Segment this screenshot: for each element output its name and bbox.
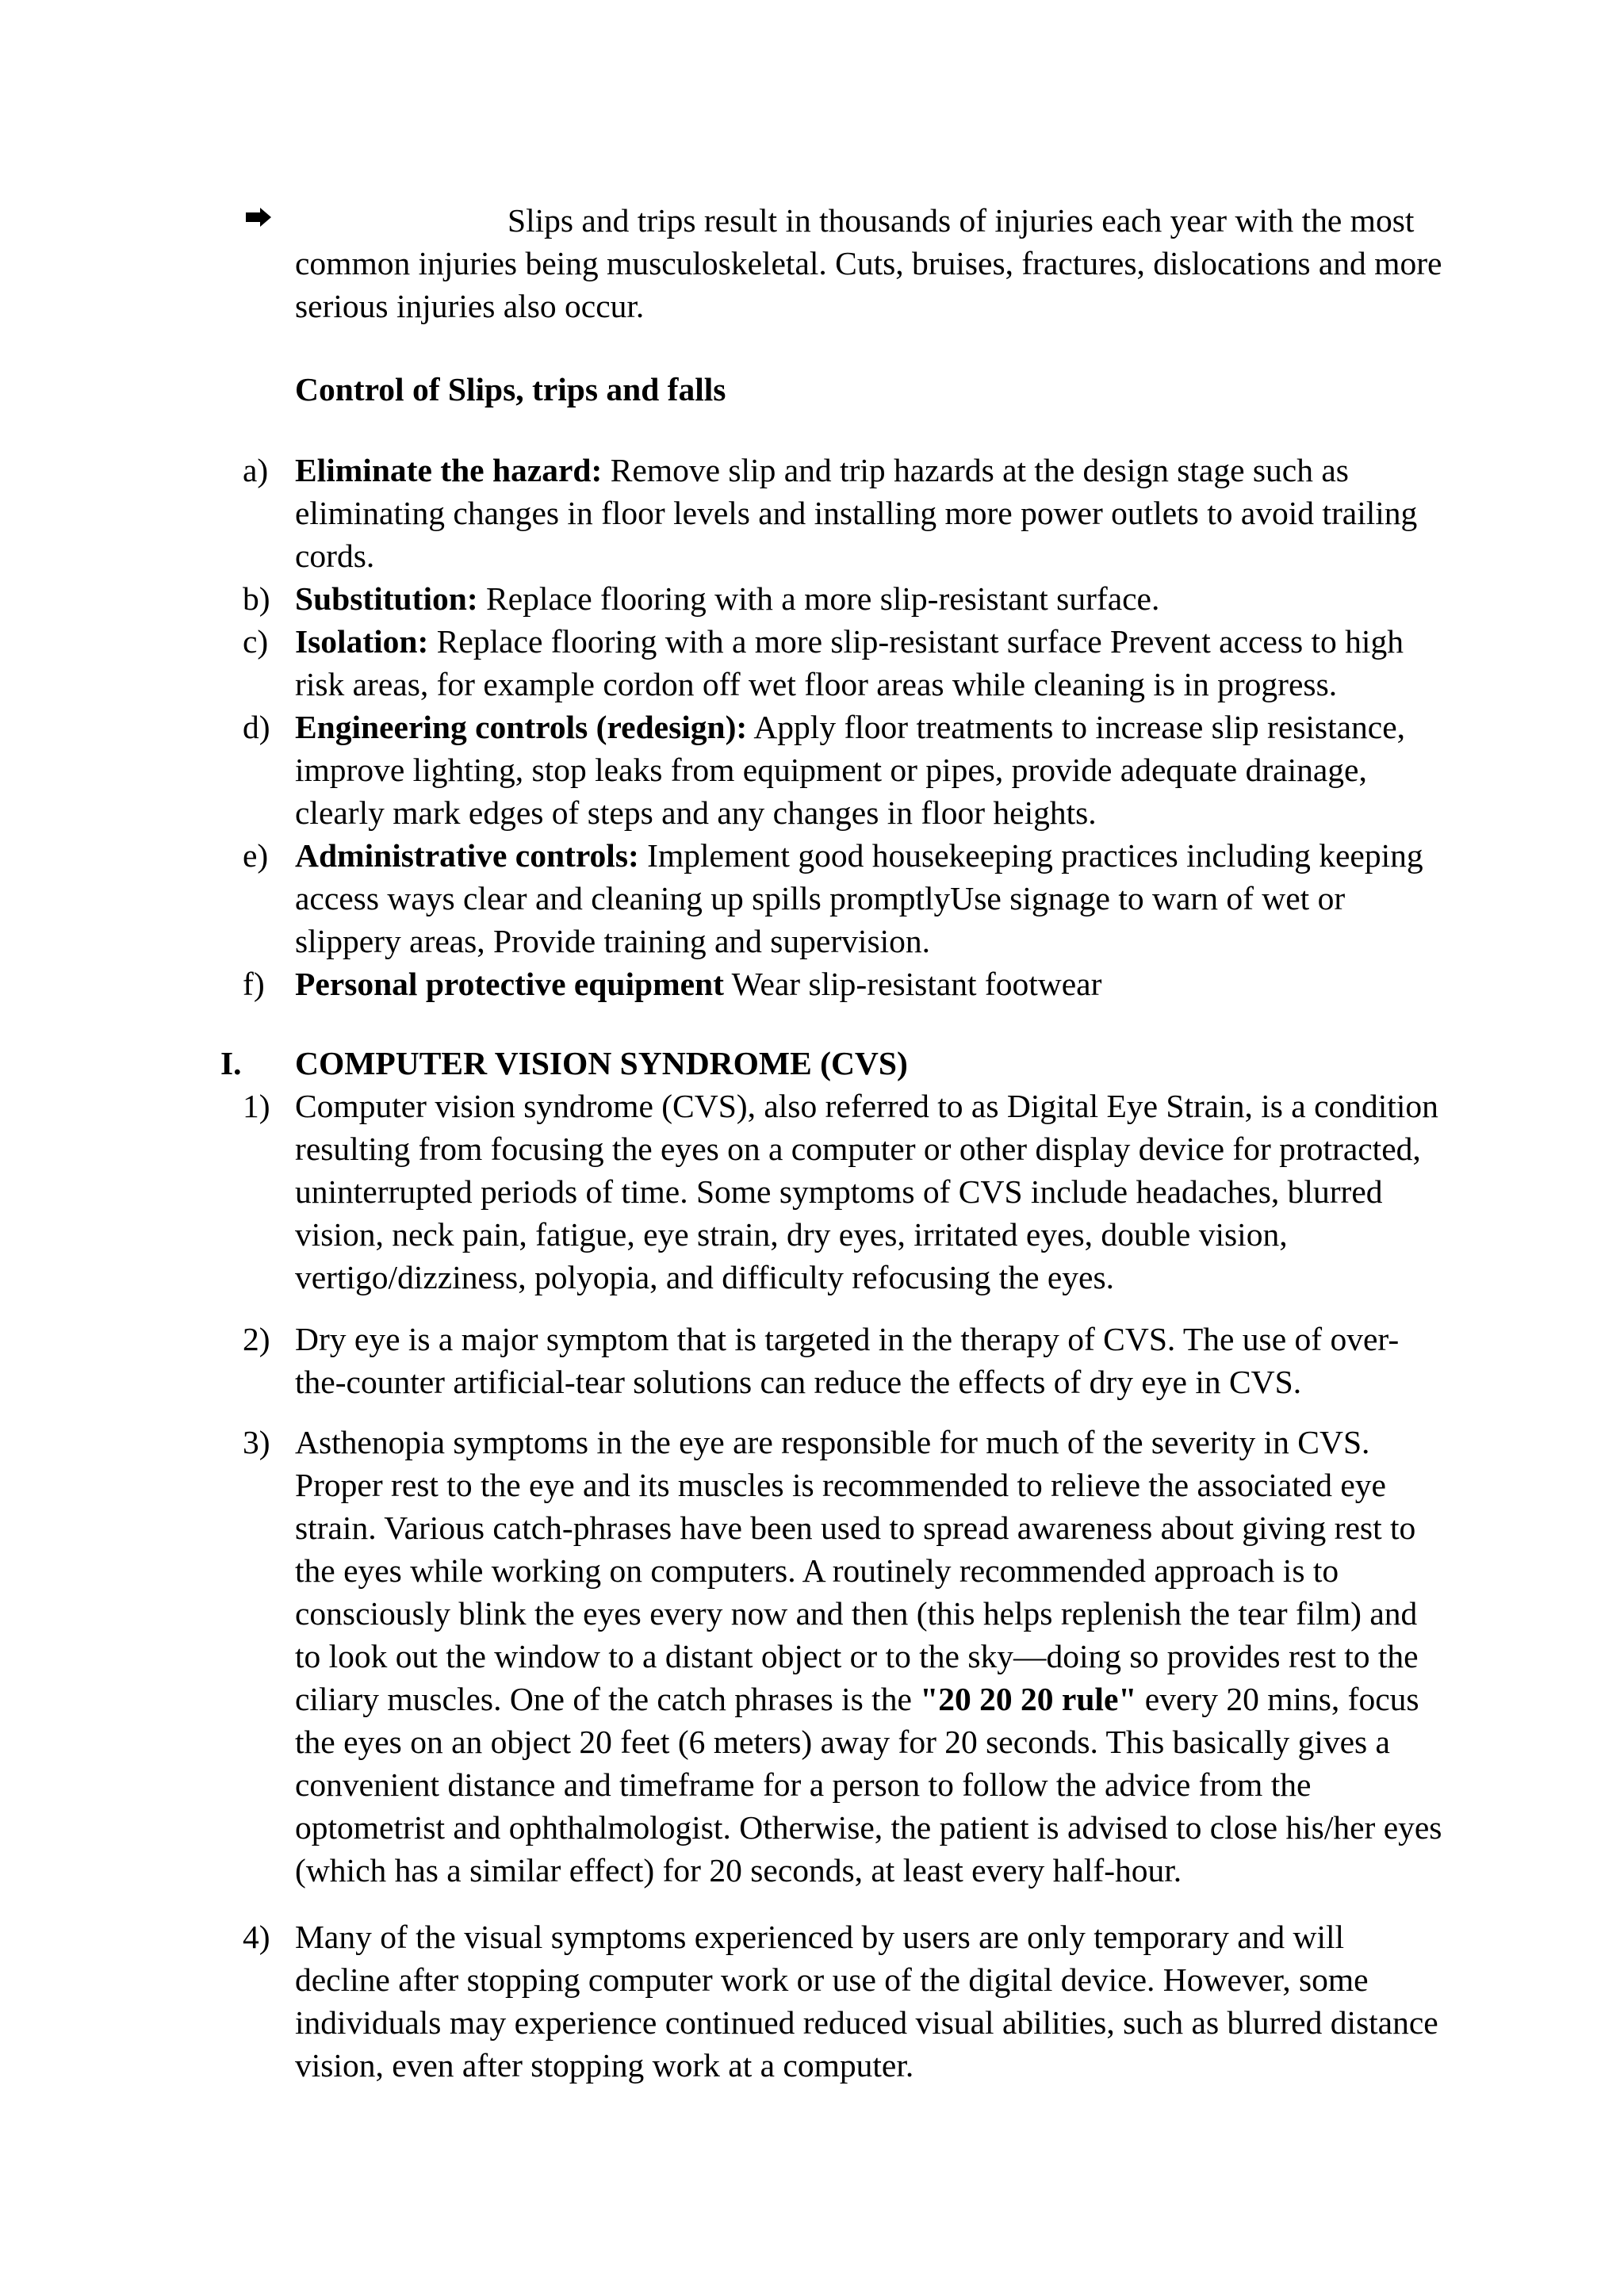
control-item-engineering: Engineering controls (redesign): Apply floor treatments to increase slip resistance, improve lighting, stop leaks from equipment or pipes, provide adequate drainage, clearly mark edges of steps and any changes in floor heights. [295,709,1405,831]
cvs-item-temporary: Many of the visual symptoms experienced by users are only temporary and will decline after stopping computer work or use of the digital device. However, some individuals may experience continued reduced visual abilities, such as blurred distance vision, even after stopping work at a computer. [295,1919,1438,2084]
list-marker: f) [243,966,265,1002]
control-heading: Control of Slips, trips and falls [295,371,726,408]
control-item-substitution: Substitution: Replace flooring with a more slip-resistant surface. [295,580,1160,617]
cvs-heading: COMPUTER VISION SYNDROME (CVS) [295,1045,908,1081]
control-item-isolation: Isolation: Replace flooring with a more slip-resistant surface Prevent access to high risk areas, for example cordon off wet floor areas while cleaning is in progress. [295,623,1404,702]
control-item-administrative: Administrative controls: Implement good housekeeping practices including keeping access ways clear and cleaning up spills promptlyUse signage to warn of wet or slippery areas, Provide training and supervision. [295,837,1423,959]
cvs-item-definition: Computer vision syndrome (CVS), also referred to as Digital Eye Strain, is a condition resulting from focusing the eyes on a computer or other display device for protracted, uninterrupted periods of time. Some symptoms of CVS include headaches, blurred vision, neck pain, fatigue, eye strain, dry eyes, irritated eyes, double vision, vertigo/dizziness, polyopia, and difficulty refocusing the eyes. [295,1088,1438,1295]
control-item-eliminate: Eliminate the hazard: Remove slip and trip hazards at the design stage such as eliminating changes in floor levels and installing more power outlets to avoid trailing cords. [295,452,1418,574]
cvs-item-asthenopia: Asthenopia symptoms in the eye are responsible for much of the severity in CVS. Proper rest to the eye and its muscles is recommended to relieve the associated eye strain. Various catch-phrases have been used to spread awareness about giving rest to the eyes while working on computers. A routinely recommended approach is to consciously blink the eyes every now and then (this helps replenish the tear film) and to look out the window to a distant object or to the sky—doing so provides rest to the ciliary muscles. One of the catch phrases is the "20 20 20 rule" every 20 mins, focus the eyes on an object 20 feet (6 meters) away for 20 seconds. This basically gives a convenient distance and timeframe for a person to follow the advice from the optometrist and ophthalmologist. Otherwise, the patient is advised to close his/her eyes (which has a similar effect) for 20 seconds, at least every half-hour. [295,1424,1442,1888]
arrow-bullet-icon [246,208,271,227]
list-marker: 3) [243,1424,270,1460]
control-item-ppe: Personal protective equipment Wear slip-resistant footwear [295,966,1102,1002]
cvs-item-dry-eye: Dry eye is a major symptom that is targeted in the therapy of CVS. The use of over-the-counter artificial-tear solutions can reduce the effects of dry eye in CVS. [295,1321,1400,1400]
list-marker: b) [243,580,270,617]
list-marker: a) [243,452,269,488]
intro-paragraph: Slips and trips result in thousands of injuries each year with the most common injuries being musculoskeletal. Cuts, bruises, fractures, dislocations and more serious injuries also occur. [295,202,1442,324]
section-marker: I. [220,1045,242,1081]
list-marker: d) [243,709,270,745]
list-marker: 4) [243,1919,270,1955]
list-marker: 2) [243,1321,270,1357]
list-marker: e) [243,837,269,874]
list-marker: c) [243,623,269,660]
list-marker: 1) [243,1088,270,1124]
